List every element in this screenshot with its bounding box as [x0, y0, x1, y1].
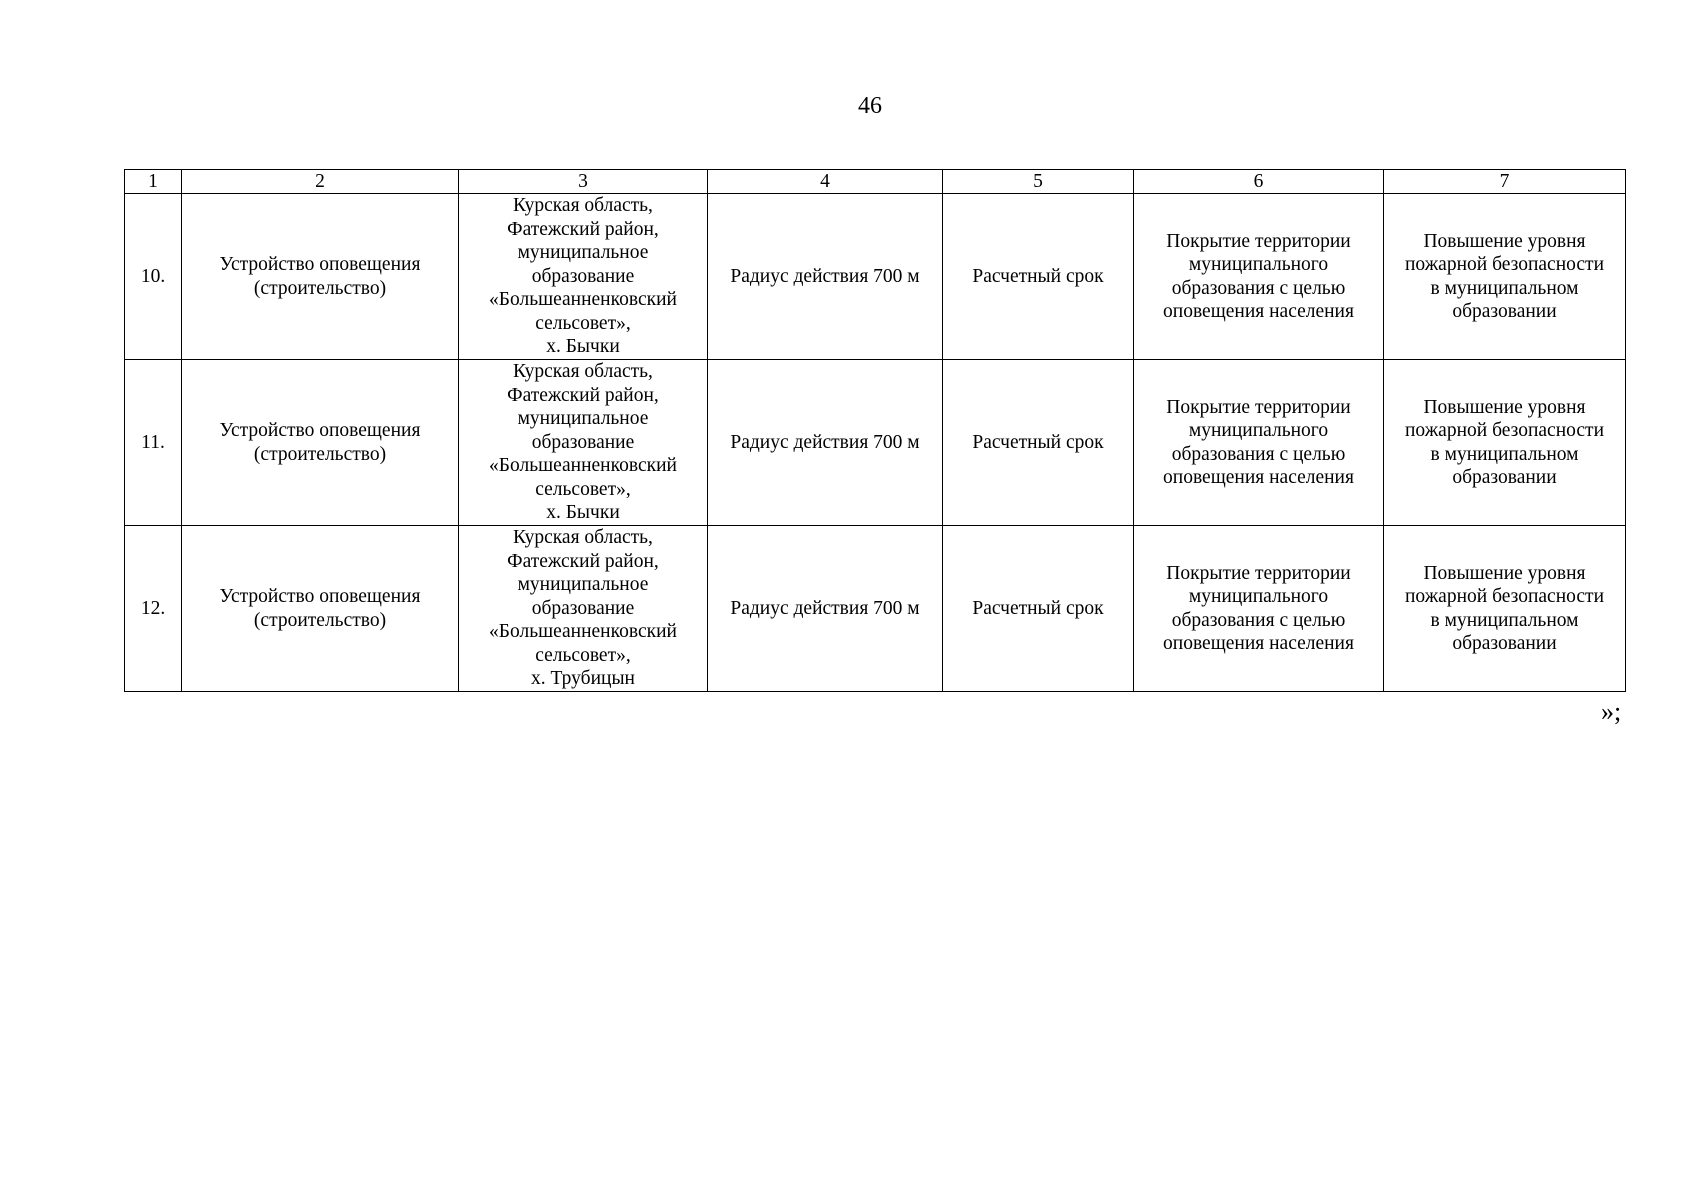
- measure-name: Устройство оповещения (строительство): [182, 194, 459, 360]
- location-cell: Курская область, Фатежский район, муниципальное образование «Большеанненковский сельсовет», х. Бычки: [459, 360, 708, 526]
- table-row: [125, 194, 1626, 360]
- parameters-cell: Радиус действия 700 м: [708, 526, 943, 692]
- column-number: 7: [1384, 170, 1626, 194]
- column-number: 2: [182, 170, 459, 194]
- row-number: 10.: [125, 194, 182, 360]
- column-number: 3: [459, 170, 708, 194]
- row-number: 11.: [125, 360, 182, 526]
- table-row: [125, 360, 1626, 526]
- effect-cell: Повышение уровня пожарной безопасности в муниципальном образовании: [1384, 360, 1626, 526]
- term-cell: Расчетный срок: [943, 194, 1134, 360]
- table-row: [125, 526, 1626, 692]
- purpose-cell: Покрытие территории муниципального образования с целью оповещения населения: [1134, 360, 1384, 526]
- location-cell: Курская область, Фатежский район, муниципальное образование «Большеанненковский сельсовет», х. Трубицын: [459, 526, 708, 692]
- term-cell: Расчетный срок: [943, 526, 1134, 692]
- column-number: 5: [943, 170, 1134, 194]
- parameters-cell: Радиус действия 700 м: [708, 194, 943, 360]
- effect-cell: Повышение уровня пожарной безопасности в муниципальном образовании: [1384, 526, 1626, 692]
- effect-cell: Повышение уровня пожарной безопасности в муниципальном образовании: [1384, 194, 1626, 360]
- parameters-cell: Радиус действия 700 м: [708, 360, 943, 526]
- purpose-cell: Покрытие территории муниципального образования с целью оповещения населения: [1134, 526, 1384, 692]
- column-number: 1: [125, 170, 182, 194]
- purpose-cell: Покрытие территории муниципального образования с целью оповещения населения: [1134, 194, 1384, 360]
- column-number: 4: [708, 170, 943, 194]
- closing-quote-mark: »;: [1601, 697, 1622, 726]
- measures-table: [124, 169, 1626, 692]
- measure-name: Устройство оповещения (строительство): [182, 526, 459, 692]
- column-number: 6: [1134, 170, 1384, 194]
- page-number: 46: [858, 93, 882, 119]
- column-number-row: [125, 170, 1626, 194]
- row-number: 12.: [125, 526, 182, 692]
- term-cell: Расчетный срок: [943, 360, 1134, 526]
- location-cell: Курская область, Фатежский район, муниципальное образование «Большеанненковский сельсовет», х. Бычки: [459, 194, 708, 360]
- measure-name: Устройство оповещения (строительство): [182, 360, 459, 526]
